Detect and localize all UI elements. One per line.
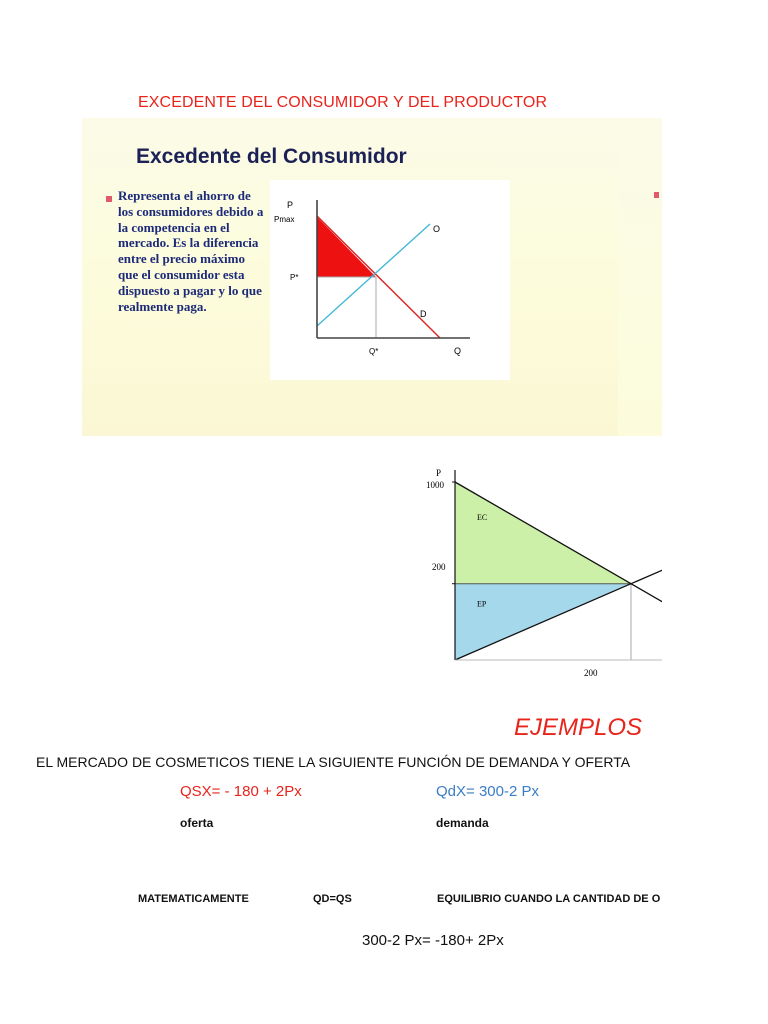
bullet-icon	[106, 196, 112, 202]
pstar-label: P*	[290, 273, 299, 282]
slide-title: Excedente del Consumidor	[136, 145, 407, 168]
examples-title: EJEMPLOS	[514, 714, 643, 741]
supply-label: oferta	[180, 816, 214, 830]
qd-qs-label: QD=QS	[313, 893, 352, 905]
consumer-surplus-area	[317, 217, 376, 277]
d-label: D	[420, 309, 427, 319]
x-tick-label-0: 200	[584, 668, 598, 678]
pmax-label: Pmax	[274, 215, 295, 224]
surplus-chart-svg	[418, 462, 662, 690]
consumer-surplus-slide	[82, 118, 662, 436]
equilibrium-equation: 300-2 Px= -180+ 2Px	[362, 932, 504, 949]
demand-equation: QdX= 300-2 Px	[436, 783, 539, 800]
consumer-surplus-svg	[270, 180, 510, 380]
next-slide-edge	[618, 118, 662, 436]
equilibrium-text: EQUILIBRIO CUANDO LA CANTIDAD DE O	[437, 893, 661, 905]
q-axis-label: Q	[454, 346, 462, 356]
o-label: O	[433, 224, 441, 234]
demand-label: demanda	[436, 816, 489, 830]
bullet-icon	[654, 192, 659, 198]
y-tick-label-1: 200	[432, 562, 446, 572]
supply-equation: QSX= - 180 + 2Px	[180, 783, 302, 800]
qstar-label: Q*	[369, 347, 379, 356]
slide-description: Representa el ahorro de los consumidores debido a la competencia en el mercado. Es la diferencia entre el precio máximo que el consumidor esta dispuesto a pagar y lo que realmente paga.	[118, 188, 264, 314]
surplus-chart	[418, 462, 662, 690]
ep-area-label: EP	[477, 599, 487, 609]
y-axis-label: P	[436, 468, 442, 478]
consumer-surplus-graph	[270, 180, 510, 380]
page-heading: EXCEDENTE DEL CONSUMIDOR Y DEL PRODUCTOR	[138, 94, 548, 111]
math-label: MATEMATICAMENTE	[138, 893, 249, 905]
intro-text: EL MERCADO DE COSMETICOS TIENE LA SIGUIENTE FUNCIÓN DE DEMANDA Y OFERTA	[36, 754, 631, 770]
ec-area-label: EC	[477, 513, 488, 523]
p-axis-label: P	[287, 200, 294, 210]
y-tick-label-0: 1000	[426, 480, 444, 490]
